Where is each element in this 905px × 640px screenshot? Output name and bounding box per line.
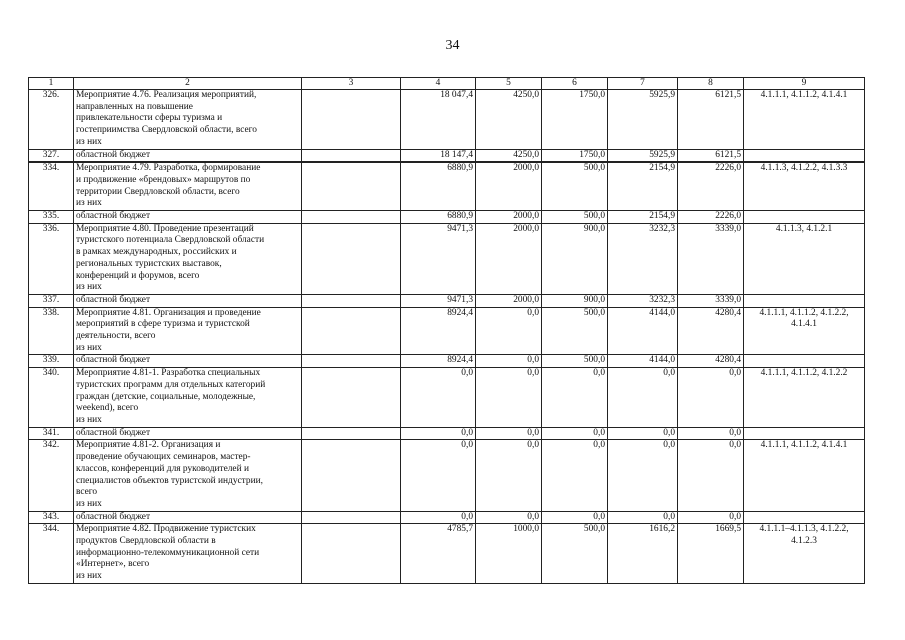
table-row — [29, 524, 865, 584]
cell-col8: 2226,0 — [678, 211, 744, 224]
row-name-line: гостеприимства Свердловской области, всего — [76, 125, 257, 136]
cell-col6: 500,0 — [542, 211, 608, 224]
column-header: 8 — [678, 78, 744, 90]
row-name-line: областной бюджет — [76, 149, 151, 160]
cell-col6: 500,0 — [542, 307, 608, 355]
cell-col3 — [302, 223, 401, 294]
cell-col4: 8924,4 — [401, 307, 476, 355]
row-name — [74, 162, 302, 210]
row-name-line: деятельности, всего — [76, 331, 156, 342]
cell-col8: 0,0 — [678, 427, 744, 440]
row-name-line: из них — [76, 498, 102, 509]
row-name-line: всего — [76, 487, 98, 498]
table-row — [29, 440, 865, 511]
table-row — [29, 223, 865, 294]
cell-col9 — [744, 427, 865, 440]
row-name — [74, 440, 302, 511]
row-name-line: туристских программ для отдельных категорий — [76, 379, 266, 390]
row-number: 338. — [29, 307, 74, 355]
row-name-line: из них — [76, 414, 102, 425]
row-name-line: Мероприятие 4.81-1. Разработка специальных — [76, 368, 261, 379]
cell-col9 — [744, 511, 865, 524]
cell-col5: 1000,0 — [476, 524, 542, 584]
cell-col5: 0,0 — [476, 368, 542, 428]
cell-col4: 8924,4 — [401, 355, 476, 368]
table-row — [29, 368, 865, 428]
row-name-line: мероприятий в сфере туризма и туристской — [76, 319, 250, 330]
row-name-line: из них — [76, 282, 102, 293]
row-name-line: направленных на повышение — [76, 101, 193, 112]
cell-col4: 6880,9 — [401, 211, 476, 224]
row-name-line: из них — [76, 571, 102, 582]
cell-col6: 500,0 — [542, 355, 608, 368]
row-name-line: привлекательности сферы туризма и — [76, 113, 223, 124]
row-name-line: территории Свердловской области, всего — [76, 186, 240, 197]
cell-col4: 9471,3 — [401, 294, 476, 307]
cell-col3 — [302, 90, 401, 150]
cell-col3 — [302, 162, 401, 210]
cell-col5: 2000,0 — [476, 294, 542, 307]
cell-col6: 1750,0 — [542, 149, 608, 162]
row-number: 340. — [29, 368, 74, 428]
cell-col7: 1616,2 — [608, 524, 678, 584]
cell-col8: 3339,0 — [678, 223, 744, 294]
cell-col7: 5925,9 — [608, 149, 678, 162]
cell-col4: 18 047,4 — [401, 90, 476, 150]
cell-col7: 0,0 — [608, 368, 678, 428]
table-row — [29, 511, 865, 524]
cell-col4: 0,0 — [401, 511, 476, 524]
row-name-line: проведение обучающих семинаров, мастер- — [76, 452, 251, 463]
cell-col9: 4.1.1.3, 4.1.2.1 — [744, 223, 865, 294]
row-name — [74, 149, 302, 162]
column-header: 7 — [608, 78, 678, 90]
row-number: 344. — [29, 524, 74, 584]
row-name-line: классов, конференций для руководителей и — [76, 463, 249, 474]
cell-col7: 0,0 — [608, 511, 678, 524]
cell-col9: 4.1.1.1, 4.1.1.2, 4.1.4.1 — [744, 440, 865, 511]
column-header: 5 — [476, 78, 542, 90]
row-name — [74, 90, 302, 150]
cell-col3 — [302, 427, 401, 440]
table-row — [29, 90, 865, 150]
cell-col3 — [302, 440, 401, 511]
cell-col7: 4144,0 — [608, 307, 678, 355]
row-name-line: из них — [76, 342, 102, 353]
row-number: 342. — [29, 440, 74, 511]
table-row — [29, 294, 865, 307]
cell-col6: 900,0 — [542, 294, 608, 307]
cell-col8: 1669,5 — [678, 524, 744, 584]
table-row — [29, 355, 865, 368]
cell-col7: 5925,9 — [608, 90, 678, 150]
row-name-line: информационно-телекоммуникационной сети — [76, 547, 260, 558]
cell-col5: 2000,0 — [476, 223, 542, 294]
cell-col5: 0,0 — [476, 307, 542, 355]
cell-col3 — [302, 368, 401, 428]
cell-col4: 18 147,4 — [401, 149, 476, 162]
cell-col9 — [744, 211, 865, 224]
cell-col8: 4280,4 — [678, 307, 744, 355]
row-name-line: weekend), всего — [76, 403, 139, 414]
cell-col9: 4.1.1.1, 4.1.1.2, 4.1.2.2 — [744, 368, 865, 428]
cell-col5: 4250,0 — [476, 90, 542, 150]
row-name-line: граждан (детские, социальные, молодежные, — [76, 391, 256, 402]
cell-col6: 500,0 — [542, 162, 608, 210]
row-number: 343. — [29, 511, 74, 524]
cell-col9 — [744, 355, 865, 368]
row-name-line: из них — [76, 198, 102, 209]
cell-col4: 6880,9 — [401, 162, 476, 210]
cell-col5: 2000,0 — [476, 211, 542, 224]
column-header: 4 — [401, 78, 476, 90]
row-name-line: региональных туристских выставок, — [76, 258, 222, 269]
cell-col3 — [302, 149, 401, 162]
row-number: 336. — [29, 223, 74, 294]
row-number: 339. — [29, 355, 74, 368]
cell-col3 — [302, 524, 401, 584]
cell-col5: 0,0 — [476, 355, 542, 368]
cell-col6: 0,0 — [542, 511, 608, 524]
column-header: 3 — [302, 78, 401, 90]
row-number: 326. — [29, 90, 74, 150]
cell-col4: 4785,7 — [401, 524, 476, 584]
cell-col8: 0,0 — [678, 368, 744, 428]
cell-col4: 0,0 — [401, 427, 476, 440]
cell-col7: 3232,3 — [608, 294, 678, 307]
budget-table — [28, 77, 865, 584]
row-name — [74, 524, 302, 584]
cell-col4: 0,0 — [401, 440, 476, 511]
row-name-line: и продвижение «брендовых» маршрутов по — [76, 174, 251, 185]
row-name — [74, 368, 302, 428]
row-name-line: в рамках международных, российских и — [76, 247, 237, 258]
cell-col5: 4250,0 — [476, 149, 542, 162]
cell-col8: 6121,5 — [678, 90, 744, 150]
row-name-line: областной бюджет — [76, 211, 151, 222]
row-number: 327. — [29, 149, 74, 162]
cell-col5: 0,0 — [476, 440, 542, 511]
row-number: 341. — [29, 427, 74, 440]
cell-col7: 2154,9 — [608, 162, 678, 210]
cell-col6: 0,0 — [542, 427, 608, 440]
table-row — [29, 427, 865, 440]
row-name-line: Мероприятие 4.81-2. Организация и — [76, 440, 221, 451]
cell-col3 — [302, 294, 401, 307]
column-header: 2 — [74, 78, 302, 90]
row-name — [74, 307, 302, 355]
row-number: 334. — [29, 162, 74, 210]
cell-col8: 4280,4 — [678, 355, 744, 368]
cell-col7: 3232,3 — [608, 223, 678, 294]
cell-col4: 9471,3 — [401, 223, 476, 294]
row-name-line: «Интернет», всего — [76, 559, 150, 570]
cell-col4: 0,0 — [401, 368, 476, 428]
column-header: 6 — [542, 78, 608, 90]
row-name-line: областной бюджет — [76, 294, 151, 305]
cell-col7: 0,0 — [608, 427, 678, 440]
row-name — [74, 427, 302, 440]
table-row — [29, 211, 865, 224]
table-row — [29, 307, 865, 355]
row-name-line: Мероприятие 4.79. Разработка, формирование — [76, 163, 261, 174]
column-header: 1 — [29, 78, 74, 90]
cell-col3 — [302, 511, 401, 524]
row-name — [74, 223, 302, 294]
table-row — [29, 162, 865, 210]
row-name-line: областной бюджет — [76, 427, 151, 438]
row-name — [74, 211, 302, 224]
cell-col8: 0,0 — [678, 440, 744, 511]
row-name-line: специалистов объектов туристской индустрии, — [76, 475, 263, 486]
row-name — [74, 355, 302, 368]
cell-col8: 0,0 — [678, 511, 744, 524]
cell-col9: 4.1.1.1, 4.1.1.2, 4.1.2.2, 4.1.4.1 — [744, 307, 865, 355]
row-number: 335. — [29, 211, 74, 224]
cell-col5: 0,0 — [476, 427, 542, 440]
row-name-line: из них — [76, 136, 102, 147]
cell-col9 — [744, 294, 865, 307]
cell-col5: 0,0 — [476, 511, 542, 524]
row-name-line: конференций и форумов, всего — [76, 270, 200, 281]
row-name-line: продуктов Свердловской области в — [76, 536, 216, 547]
row-name-line: туристского потенциала Свердловской области — [76, 235, 265, 246]
cell-col8: 6121,5 — [678, 149, 744, 162]
table-row — [29, 149, 865, 162]
row-name-line: Мероприятие 4.82. Продвижение туристских — [76, 524, 256, 535]
row-number: 337. — [29, 294, 74, 307]
cell-col9: 4.1.1.1–4.1.1.3, 4.1.2.2, 4.1.2.3 — [744, 524, 865, 584]
cell-col9: 4.1.1.3, 4.1.2.2, 4.1.3.3 — [744, 162, 865, 210]
cell-col9: 4.1.1.1, 4.1.1.2, 4.1.4.1 — [744, 90, 865, 150]
page-number: 34 — [445, 38, 460, 53]
cell-col7: 0,0 — [608, 440, 678, 511]
column-header: 9 — [744, 78, 865, 90]
table-header-row — [29, 78, 865, 90]
cell-col6: 500,0 — [542, 524, 608, 584]
row-name — [74, 294, 302, 307]
cell-col6: 0,0 — [542, 368, 608, 428]
row-name-line: Мероприятие 4.80. Проведение презентаций — [76, 223, 254, 234]
cell-col3 — [302, 355, 401, 368]
cell-col5: 2000,0 — [476, 162, 542, 210]
cell-col6: 0,0 — [542, 440, 608, 511]
row-name — [74, 511, 302, 524]
cell-col6: 1750,0 — [542, 90, 608, 150]
row-name-line: областной бюджет — [76, 355, 151, 366]
cell-col3 — [302, 307, 401, 355]
row-name-line: Мероприятие 4.76. Реализация мероприятий, — [76, 90, 257, 100]
cell-col7: 2154,9 — [608, 211, 678, 224]
cell-col8: 2226,0 — [678, 162, 744, 210]
row-name-line: областной бюджет — [76, 511, 151, 522]
cell-col8: 3339,0 — [678, 294, 744, 307]
cell-col3 — [302, 211, 401, 224]
cell-col7: 4144,0 — [608, 355, 678, 368]
cell-col9 — [744, 149, 865, 162]
row-name-line: Мероприятие 4.81. Организация и проведение — [76, 307, 261, 318]
cell-col6: 900,0 — [542, 223, 608, 294]
